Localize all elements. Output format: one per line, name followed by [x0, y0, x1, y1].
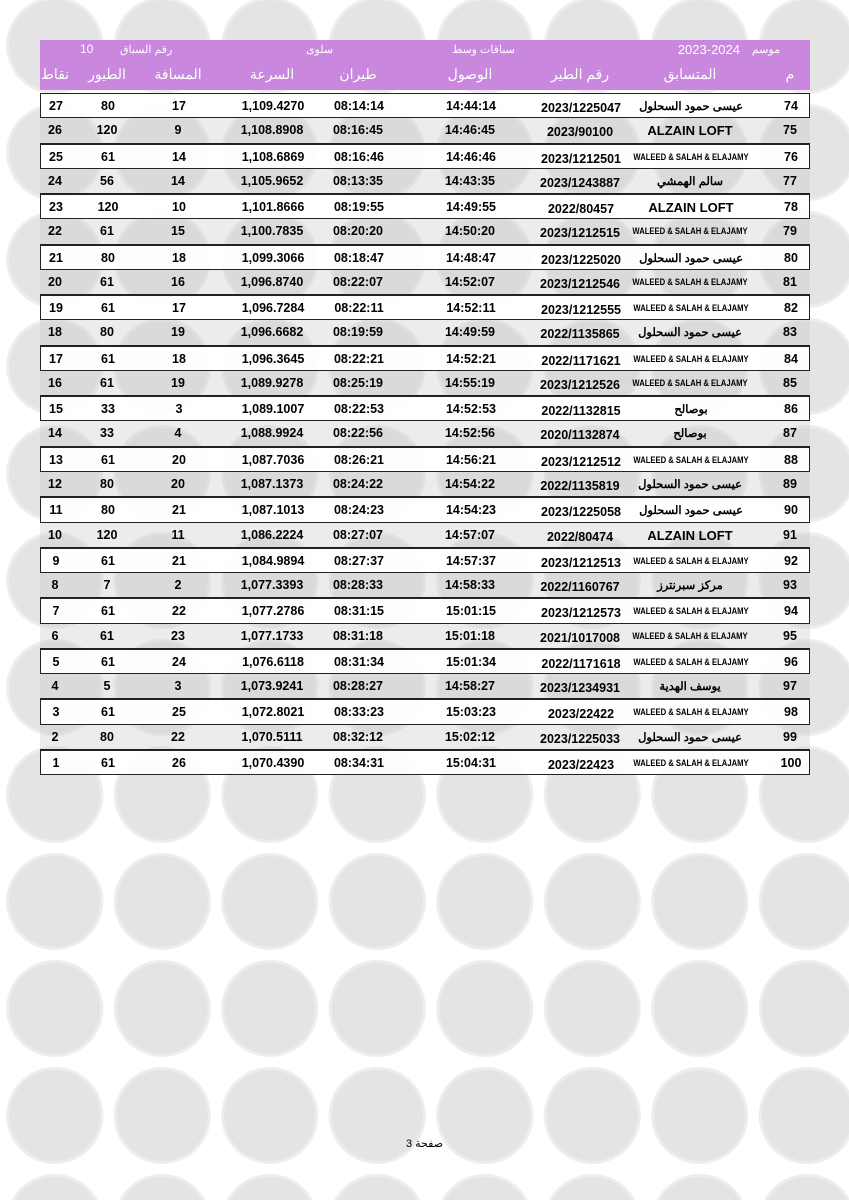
cell-arrival: 14:46:46	[445, 149, 497, 164]
cell-competitor: WALEED & SALAH & ELAJAMY	[633, 757, 749, 768]
cell-index: 99	[783, 729, 797, 744]
cell-distance: 14	[172, 149, 186, 164]
cell-ring-number: 2023/1212526	[540, 377, 620, 392]
cell-birds: 61	[100, 224, 114, 239]
col-ring-number: رقم الطير	[550, 66, 610, 82]
cell-index: 76	[784, 149, 798, 164]
cell-arrival: 15:03:23	[445, 705, 497, 720]
cell-speed: 1,072.8021	[241, 705, 305, 720]
cell-distance: 9	[174, 123, 182, 138]
cell-speed: 1,108.6869	[241, 149, 305, 164]
table-row	[40, 371, 810, 396]
col-flight: طيران	[339, 66, 377, 82]
cell-distance: 20	[171, 476, 185, 491]
cell-flight: 08:31:34	[333, 654, 385, 669]
cell-points: 25	[49, 149, 63, 164]
table-row	[40, 169, 810, 194]
cell-competitor: عيسى حمود السحلول	[639, 505, 743, 518]
race-number: 10	[80, 42, 94, 56]
cell-ring-number: 2022/1171618	[541, 656, 621, 671]
cell-index: 79	[783, 224, 797, 239]
cell-flight: 08:31:15	[333, 604, 385, 619]
table-row	[40, 270, 810, 295]
cell-birds: 61	[101, 705, 115, 720]
col-competitor: المتسابق	[663, 66, 717, 82]
cell-flight: 08:32:12	[332, 729, 384, 744]
cell-speed: 1,096.7284	[241, 301, 305, 316]
cell-points: 21	[49, 250, 63, 265]
col-speed: السرعة	[249, 66, 295, 82]
cell-distance: 3	[174, 679, 182, 694]
table-row	[40, 573, 810, 598]
cell-points: 9	[52, 553, 60, 568]
cell-birds: 33	[101, 402, 115, 417]
cell-birds: 120	[97, 200, 119, 215]
cell-flight: 08:19:59	[332, 325, 384, 340]
cell-points: 24	[48, 173, 62, 188]
cell-arrival: 14:52:56	[444, 426, 496, 441]
cell-distance: 25	[172, 705, 186, 720]
cell-competitor: مركز سبرنترز	[657, 580, 723, 593]
table-row	[40, 320, 810, 345]
cell-points: 22	[48, 224, 62, 239]
cell-birds: 61	[101, 149, 115, 164]
cell-competitor: ALZAIN LOFT	[647, 123, 733, 139]
cell-birds: 61	[101, 452, 115, 467]
cell-points: 3	[52, 705, 60, 720]
cell-flight: 08:18:47	[333, 250, 385, 265]
cell-ring-number: 2022/1135819	[540, 478, 620, 493]
cell-competitor: WALEED & SALAH & ELAJAMY	[633, 454, 749, 465]
cell-flight: 08:34:31	[333, 755, 385, 770]
cell-arrival: 14:46:45	[444, 123, 496, 138]
season-label: موسم	[751, 44, 780, 56]
cell-flight: 08:22:07	[332, 274, 384, 289]
cell-arrival: 14:57:07	[444, 527, 496, 542]
col-index: م	[785, 66, 795, 82]
cell-speed: 1,096.8740	[240, 274, 304, 289]
cell-index: 85	[783, 375, 797, 390]
table-row	[40, 219, 810, 244]
cell-flight: 08:22:56	[332, 426, 384, 441]
cell-ring-number: 2023/1212546	[540, 276, 620, 291]
cell-points: 13	[49, 452, 63, 467]
cell-flight: 08:24:23	[333, 503, 385, 518]
cell-speed: 1,077.1733	[240, 628, 304, 643]
cell-speed: 1,105.9652	[240, 173, 304, 188]
table-row	[40, 548, 810, 573]
table-row	[40, 598, 810, 623]
cell-index: 84	[784, 351, 798, 366]
cell-index: 74	[784, 99, 798, 113]
table-row	[40, 624, 810, 649]
cell-birds: 33	[100, 426, 114, 441]
cell-points: 11	[49, 503, 63, 518]
col-points: نقاط	[40, 66, 70, 82]
cell-birds: 80	[100, 729, 114, 744]
cell-flight: 08:28:33	[332, 578, 384, 593]
cell-flight: 08:33:23	[333, 705, 385, 720]
cell-distance: 23	[171, 628, 185, 643]
cell-flight: 08:27:37	[333, 553, 385, 568]
cell-birds: 80	[101, 99, 115, 113]
cell-ring-number: 2023/22422	[547, 707, 615, 722]
cell-competitor: سالم الهمشي	[657, 175, 723, 188]
cell-index: 93	[783, 578, 797, 593]
cell-points: 5	[52, 654, 60, 669]
cell-birds: 61	[100, 375, 114, 390]
cell-flight: 08:24:22	[332, 476, 384, 491]
table-row	[40, 699, 810, 724]
cell-index: 98	[784, 705, 798, 720]
cell-points: 26	[48, 123, 62, 138]
cell-arrival: 15:01:34	[445, 654, 497, 669]
cell-index: 80	[784, 250, 798, 265]
cell-speed: 1,077.3393	[240, 578, 304, 593]
cell-flight: 08:19:55	[333, 200, 385, 215]
cell-birds: 80	[101, 503, 115, 518]
cell-distance: 19	[171, 375, 185, 390]
cell-competitor: يوسف الهدية	[659, 681, 721, 694]
cell-ring-number: 2022/80457	[547, 202, 615, 217]
cell-birds: 56	[100, 173, 114, 188]
cell-ring-number: 2022/1160767	[540, 580, 620, 595]
cell-points: 19	[49, 301, 63, 316]
cell-index: 89	[783, 476, 797, 491]
cell-distance: 4	[174, 426, 182, 441]
cell-speed: 1,076.6118	[242, 654, 304, 669]
cell-birds: 80	[100, 476, 114, 491]
cell-distance: 10	[172, 200, 186, 215]
cell-ring-number: 2023/1212512	[541, 454, 621, 469]
cell-index: 96	[784, 654, 798, 669]
table-row	[40, 674, 810, 699]
cell-arrival: 15:04:31	[445, 755, 497, 770]
cell-birds: 80	[100, 325, 114, 340]
cell-distance: 2	[174, 578, 182, 593]
race-type: سباقات وسط	[452, 44, 515, 56]
cell-speed: 1,096.6682	[240, 325, 304, 340]
cell-points: 16	[48, 375, 62, 390]
cell-competitor: WALEED & SALAH & ELAJAMY	[632, 630, 748, 641]
cell-index: 91	[783, 527, 797, 542]
cell-distance: 18	[172, 351, 186, 366]
table-row	[40, 649, 810, 674]
cell-speed: 1,109.4270	[241, 99, 305, 113]
cell-arrival: 14:56:21	[445, 452, 497, 467]
table-row	[40, 245, 810, 270]
cell-distance: 22	[171, 729, 185, 744]
table-row	[40, 523, 810, 548]
cell-speed: 1,099.3066	[241, 250, 305, 265]
cell-competitor: WALEED & SALAH & ELAJAMY	[633, 353, 749, 364]
cell-distance: 3	[175, 402, 183, 417]
cell-arrival: 14:54:23	[445, 503, 497, 518]
cell-index: 83	[783, 325, 797, 340]
cell-points: 14	[48, 426, 62, 441]
cell-index: 75	[783, 123, 797, 138]
cell-ring-number: 2023/1225047	[541, 101, 621, 115]
cell-speed: 1,101.8666	[241, 200, 305, 215]
cell-points: 6	[51, 628, 59, 643]
col-birds: الطيور	[88, 66, 126, 82]
cell-competitor: عيسى حمود السحلول	[638, 731, 742, 744]
cell-arrival: 14:52:53	[445, 402, 497, 417]
cell-flight: 08:31:18	[332, 628, 384, 643]
cell-flight: 08:20:20	[332, 224, 384, 239]
table-row	[40, 144, 810, 169]
cell-points: 15	[49, 402, 63, 417]
cell-points: 8	[51, 578, 59, 593]
cell-competitor: عيسى حمود السحلول	[639, 101, 743, 113]
table-row	[40, 725, 810, 750]
cell-speed: 1,070.5111	[241, 729, 303, 744]
table-row	[40, 118, 810, 143]
cell-competitor: WALEED & SALAH & ELAJAMY	[633, 151, 749, 162]
cell-distance: 19	[171, 325, 185, 340]
cell-speed: 1,108.8908	[240, 123, 304, 138]
cell-birds: 61	[101, 351, 115, 366]
cell-flight: 08:13:35	[332, 173, 384, 188]
cell-birds: 120	[96, 527, 118, 542]
cell-arrival: 14:58:33	[444, 578, 496, 593]
cell-points: 27	[49, 99, 63, 113]
cell-arrival: 14:52:11	[446, 301, 496, 316]
cell-points: 10	[48, 527, 62, 542]
cell-competitor: عيسى حمود السحلول	[638, 478, 742, 491]
cell-flight: 08:22:21	[333, 351, 385, 366]
cell-points: 23	[49, 200, 63, 215]
cell-arrival: 14:52:21	[445, 351, 497, 366]
cell-speed: 1,089.9278	[240, 375, 304, 390]
cell-index: 87	[783, 426, 797, 441]
cell-arrival: 14:58:27	[444, 679, 496, 694]
cell-arrival: 14:49:55	[445, 200, 497, 215]
cell-competitor: WALEED & SALAH & ELAJAMY	[632, 377, 748, 388]
cell-ring-number: 2023/90100	[546, 125, 614, 140]
cell-points: 1	[52, 755, 60, 770]
cell-distance: 21	[172, 553, 186, 568]
cell-flight: 08:16:45	[332, 123, 384, 138]
cell-points: 4	[51, 679, 59, 694]
cell-index: 95	[783, 628, 797, 643]
cell-ring-number: 2023/1225020	[541, 252, 621, 267]
cell-speed: 1,084.9894	[241, 553, 305, 568]
cell-ring-number: 2023/1212501	[541, 151, 621, 166]
cell-ring-number: 2023/1234931	[540, 681, 620, 696]
cell-distance: 17	[172, 99, 186, 113]
col-distance: المسافة	[154, 66, 202, 82]
cell-arrival: 15:02:12	[444, 729, 496, 744]
cell-index: 88	[784, 452, 798, 467]
table-row	[40, 295, 810, 320]
cell-points: 2	[51, 729, 59, 744]
cell-arrival: 14:48:47	[445, 250, 497, 265]
cell-distance: 24	[172, 654, 186, 669]
cell-ring-number: 2020/1132874	[540, 428, 620, 443]
table-row	[40, 421, 810, 446]
cell-competitor: ALZAIN LOFT	[648, 200, 734, 216]
table-row	[40, 750, 810, 775]
cell-ring-number: 2023/1212515	[540, 226, 620, 241]
cell-ring-number: 2023/1225058	[541, 505, 621, 520]
cell-points: 7	[52, 604, 60, 619]
cell-distance: 26	[172, 755, 186, 770]
cell-competitor: WALEED & SALAH & ELAJAMY	[633, 606, 749, 617]
cell-ring-number: 2022/1135865	[540, 327, 620, 342]
cell-flight: 08:14:14	[333, 99, 385, 113]
cell-birds: 61	[101, 755, 115, 770]
cell-points: 18	[48, 325, 62, 340]
cell-ring-number: 2023/1243887	[540, 175, 620, 190]
cell-arrival: 14:50:20	[444, 224, 496, 239]
cell-ring-number: 2022/80474	[546, 529, 614, 544]
cell-points: 17	[49, 351, 63, 366]
table-header	[40, 40, 810, 90]
cell-points: 20	[48, 274, 62, 289]
cell-competitor: WALEED & SALAH & ELAJAMY	[632, 226, 748, 237]
table-row	[40, 497, 810, 522]
cell-speed: 1,089.1007	[241, 402, 305, 417]
cell-index: 94	[784, 604, 798, 619]
cell-competitor: بوصالح	[674, 404, 708, 417]
cell-ring-number: 2023/22423	[547, 757, 615, 772]
cell-speed: 1,073.9241	[240, 679, 304, 694]
cell-points: 12	[48, 476, 62, 491]
cell-index: 78	[784, 200, 798, 215]
cell-competitor: WALEED & SALAH & ELAJAMY	[633, 303, 749, 314]
cell-flight: 08:28:27	[332, 679, 384, 694]
cell-ring-number: 2022/1171621	[541, 353, 621, 368]
cell-ring-number: 2023/1225033	[540, 731, 620, 746]
cell-distance: 16	[171, 274, 185, 289]
cell-distance: 21	[172, 503, 186, 518]
page-number: صفحة 3	[405, 1138, 444, 1150]
cell-arrival: 14:43:35	[444, 173, 496, 188]
cell-birds: 120	[96, 123, 118, 138]
season-value: 2023-2024	[677, 42, 740, 57]
cell-arrival: 14:57:37	[445, 553, 497, 568]
cell-birds: 5	[103, 679, 111, 694]
cell-flight: 08:22:53	[333, 402, 385, 417]
race-number-label: رقم السباق	[120, 44, 173, 56]
cell-competitor: ALZAIN LOFT	[647, 527, 733, 543]
cell-birds: 61	[100, 628, 114, 643]
cell-competitor: WALEED & SALAH & ELAJAMY	[632, 276, 748, 287]
cell-speed: 1,100.7835	[240, 224, 304, 239]
cell-competitor: WALEED & SALAH & ELAJAMY	[633, 555, 749, 566]
cell-arrival: 14:49:59	[444, 325, 496, 340]
table-row	[40, 396, 810, 421]
cell-birds: 61	[101, 604, 115, 619]
cell-distance: 14	[171, 173, 185, 188]
cell-flight: 08:25:19	[332, 375, 384, 390]
cell-birds: 80	[101, 250, 115, 265]
cell-distance: 18	[172, 250, 186, 265]
cell-index: 90	[784, 503, 798, 518]
cell-speed: 1,086.2224	[240, 527, 304, 542]
cell-birds: 61	[100, 274, 114, 289]
cell-ring-number: 2023/1212555	[541, 303, 621, 318]
cell-ring-number: 2023/1212513	[541, 555, 621, 570]
cell-arrival: 14:44:14	[445, 99, 497, 113]
cell-speed: 1,087.1373	[240, 476, 304, 491]
cell-index: 81	[783, 274, 797, 289]
cell-competitor: عيسى حمود السحلول	[639, 252, 743, 265]
col-arrival: الوصول	[447, 66, 493, 82]
cell-distance: 15	[171, 224, 185, 239]
table-row	[40, 194, 810, 219]
cell-ring-number: 2021/1017008	[540, 630, 620, 645]
cell-speed: 1,088.9924	[240, 426, 304, 441]
cell-competitor: WALEED & SALAH & ELAJAMY	[633, 707, 749, 718]
cell-distance: 20	[172, 452, 186, 467]
cell-index: 100	[780, 755, 802, 770]
cell-ring-number: 2023/1212573	[541, 606, 621, 621]
cell-index: 97	[783, 679, 797, 694]
cell-distance: 17	[172, 301, 186, 316]
cell-speed: 1,087.1013	[241, 503, 305, 518]
cell-speed: 1,077.2786	[241, 604, 305, 619]
cell-birds: 61	[101, 553, 115, 568]
table-row	[40, 93, 810, 118]
cell-distance: 22	[172, 604, 186, 619]
table-row	[40, 346, 810, 371]
table-row	[40, 447, 810, 472]
cell-index: 82	[784, 301, 798, 316]
cell-flight: 08:22:11	[334, 301, 384, 316]
cell-ring-number: 2022/1132815	[541, 404, 621, 419]
cell-arrival: 14:52:07	[444, 274, 496, 289]
race-location: سلوى	[306, 44, 334, 56]
cell-distance: 11	[171, 527, 185, 542]
cell-competitor: WALEED & SALAH & ELAJAMY	[633, 656, 749, 667]
cell-arrival: 15:01:18	[444, 628, 496, 643]
cell-birds: 7	[103, 578, 111, 593]
table-row	[40, 472, 810, 497]
cell-index: 86	[784, 402, 798, 417]
cell-arrival: 15:01:15	[445, 604, 497, 619]
cell-competitor: عيسى حمود السحلول	[638, 327, 742, 340]
cell-speed: 1,087.7036	[241, 452, 305, 467]
cell-birds: 61	[101, 654, 115, 669]
cell-index: 92	[784, 553, 798, 568]
cell-index: 77	[783, 173, 797, 188]
cell-speed: 1,096.3645	[241, 351, 305, 366]
cell-arrival: 14:55:19	[444, 375, 496, 390]
results-table	[40, 93, 810, 775]
cell-flight: 08:26:21	[333, 452, 385, 467]
cell-speed: 1,070.4390	[241, 755, 305, 770]
cell-competitor: بوصالح	[673, 428, 707, 441]
cell-flight: 08:16:46	[333, 149, 385, 164]
cell-arrival: 14:54:22	[444, 476, 496, 491]
cell-birds: 61	[101, 301, 115, 316]
cell-flight: 08:27:07	[332, 527, 384, 542]
